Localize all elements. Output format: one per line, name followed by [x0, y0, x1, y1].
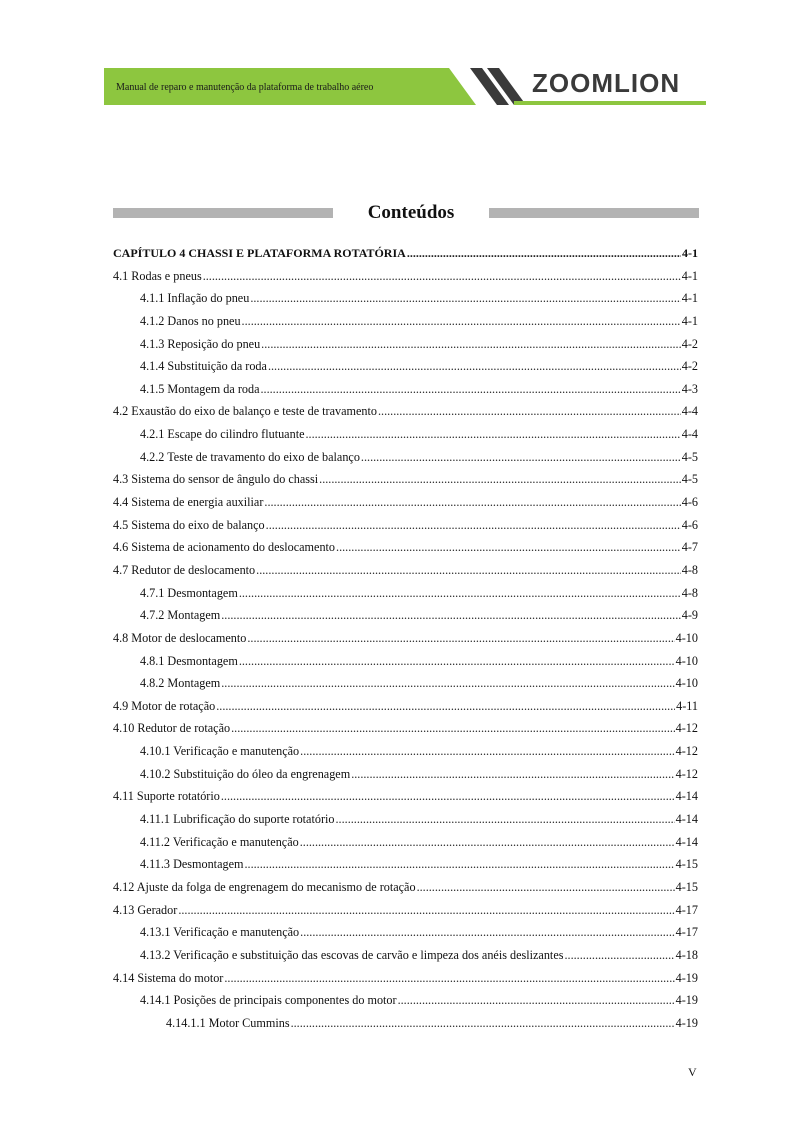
toc-entry[interactable] — [113, 378, 698, 401]
toc-leader-dots — [239, 582, 681, 604]
toc-entry[interactable] — [113, 468, 698, 491]
toc-entry-label: 4.6 Sistema de acionamento do deslocamento — [113, 540, 336, 555]
toc-entry-label: 4.14.1.1 Motor Cummins — [166, 1015, 290, 1030]
page-number: V — [688, 1065, 697, 1079]
toc-entry[interactable] — [113, 423, 698, 446]
toc-entry[interactable] — [113, 899, 698, 922]
toc-entry-page: 4-1 — [681, 268, 698, 283]
toc-entry-page: 4-12 — [675, 744, 698, 759]
toc-entry-label: 4.1.4 Substituição da roda — [140, 359, 267, 374]
toc-entry-page: 4-2 — [681, 359, 698, 374]
toc-entry-page: 4-1 — [682, 246, 698, 260]
toc-entry-label: 4.8 Motor de deslocamento — [113, 630, 247, 645]
toc-entry[interactable] — [113, 650, 698, 673]
toc-entry[interactable] — [113, 514, 698, 537]
toc-entry-page: 4-17 — [675, 925, 698, 940]
toc-entry-label: 4.7.2 Montagem — [140, 608, 221, 623]
toc-entry-label: 4.1.3 Reposição do pneu — [140, 336, 261, 351]
toc-entry-page: 4-10 — [675, 630, 698, 645]
toc-entry[interactable] — [113, 672, 698, 695]
toc-entry-page: 4-15 — [675, 857, 698, 872]
toc-entry-label: 4.4 Sistema de energia auxiliar — [113, 495, 264, 510]
toc-leader-dots — [336, 808, 675, 830]
toc-leader-dots — [268, 355, 681, 377]
toc-entry-page: 4-3 — [681, 381, 698, 396]
toc-leader-dots — [361, 446, 681, 468]
toc-entry-page: 4-6 — [681, 517, 698, 532]
toc-leader-dots — [221, 672, 674, 694]
toc-entry-page: 4-15 — [675, 879, 698, 894]
toc-leader-dots — [250, 287, 680, 309]
toc-leader-dots — [336, 536, 681, 558]
toc-leader-dots — [221, 785, 675, 807]
toc-leader-dots — [224, 967, 674, 989]
toc-entry[interactable] — [113, 808, 698, 831]
toc-leader-dots — [378, 400, 681, 422]
toc-leader-dots — [244, 853, 674, 875]
toc-entry-page: 4-2 — [681, 336, 698, 351]
toc-leader-dots — [216, 695, 675, 717]
toc-entry-label: 4.8.1 Desmontagem — [140, 653, 238, 668]
manual-title: Manual de reparo e manutenção da plataforma de trabalho aéreo — [116, 82, 374, 93]
toc-entry-page: 4-10 — [675, 653, 698, 668]
toc-entry[interactable] — [113, 627, 698, 650]
toc-entry-label: 4.11.3 Desmontagem — [140, 857, 244, 872]
toc-leader-dots — [319, 468, 681, 490]
toc-entry-label: 4.1 Rodas e pneus — [113, 268, 202, 283]
toc-entry-page: 4-19 — [675, 970, 698, 985]
title-divider-left — [113, 208, 333, 218]
toc-entry-page: 4-5 — [681, 449, 698, 464]
toc-entry[interactable] — [113, 763, 698, 786]
toc-leader-dots — [239, 650, 675, 672]
toc-entry-page: 4-4 — [681, 427, 698, 442]
toc-entry[interactable] — [113, 491, 698, 514]
toc-leader-dots — [264, 491, 680, 513]
toc-leader-dots — [564, 944, 674, 966]
toc-entry-label: 4.10 Redutor de rotação — [113, 721, 231, 736]
toc-entry[interactable] — [113, 310, 698, 333]
toc-entry[interactable] — [113, 695, 698, 718]
toc-leader-dots — [300, 921, 675, 943]
toc-entry-label: 4.2.2 Teste de travamento do eixo de balanço — [140, 449, 360, 464]
toc-entry-label: 4.13.1 Verificação e manutenção — [140, 925, 300, 940]
toc-entry[interactable] — [113, 355, 698, 378]
toc-entry-page: 4-9 — [681, 608, 698, 623]
toc-entry-page: 4-1 — [681, 313, 698, 328]
toc-entry-label: 4.2 Exaustão do eixo de balanço e teste de travamento — [113, 404, 377, 419]
toc-entry-label: 4.14 Sistema do motor — [113, 970, 224, 985]
title-divider-right — [489, 208, 699, 218]
toc-leader-dots — [247, 627, 674, 649]
toc-entry-page: 4-11 — [676, 698, 698, 713]
toc-entry[interactable] — [113, 785, 698, 808]
toc-leader-dots — [417, 876, 675, 898]
toc-leader-dots — [351, 763, 674, 785]
toc-entry-page: 4-5 — [681, 472, 698, 487]
table-of-contents — [113, 242, 698, 1034]
toc-entry-label: 4.13 Gerador — [113, 902, 178, 917]
toc-leader-dots — [407, 242, 681, 264]
toc-entry-page: 4-19 — [675, 993, 698, 1008]
toc-leader-dots — [256, 559, 681, 581]
toc-entry-label: 4.14.1 Posições de principais componentes do motor — [140, 993, 397, 1008]
toc-entry-page: 4-12 — [675, 766, 698, 781]
toc-entry[interactable] — [113, 265, 698, 288]
toc-entry-page: 4-12 — [675, 721, 698, 736]
toc-entry[interactable] — [113, 921, 698, 944]
toc-leader-dots — [300, 831, 675, 853]
toc-entry-label: 4.2.1 Escape do cilindro flutuante — [140, 427, 305, 442]
toc-chapter-entry[interactable] — [113, 242, 698, 265]
toc-entry[interactable] — [113, 1012, 698, 1035]
toc-leader-dots — [266, 514, 681, 536]
toc-leader-dots — [203, 265, 681, 287]
toc-entry[interactable] — [113, 287, 698, 310]
toc-entry-page: 4-7 — [681, 540, 698, 555]
toc-entry-label: 4.7 Redutor de deslocamento — [113, 562, 256, 577]
toc-entry[interactable] — [113, 446, 698, 469]
toc-entry-label: 4.13.2 Verificação e substituição das escovas de carvão e limpeza dos anéis deslizantes — [140, 947, 564, 962]
toc-entry[interactable] — [113, 853, 698, 876]
toc-entry[interactable] — [113, 967, 698, 990]
toc-entry-page: 4-18 — [675, 947, 698, 962]
toc-entry-page: 4-14 — [675, 834, 698, 849]
toc-entry[interactable] — [113, 400, 698, 423]
toc-leader-dots — [291, 1012, 675, 1034]
toc-entry[interactable] — [113, 582, 698, 605]
toc-entry-label: 4.12 Ajuste da folga de engrenagem do mecanismo de rotação — [113, 879, 416, 894]
toc-entry-page: 4-14 — [675, 812, 698, 827]
toc-leader-dots — [260, 378, 680, 400]
toc-leader-dots — [221, 604, 681, 626]
page-title: Conteúdos — [367, 202, 455, 223]
toc-entry[interactable] — [113, 944, 698, 967]
toc-entry[interactable] — [113, 831, 698, 854]
toc-entry[interactable] — [113, 333, 698, 356]
toc-entry-label: 4.10.2 Substituição do óleo da engrenagem — [140, 766, 351, 781]
toc-entry[interactable] — [113, 559, 698, 582]
toc-entry-page: 4-4 — [681, 404, 698, 419]
toc-entry[interactable] — [113, 604, 698, 627]
toc-entry[interactable] — [113, 717, 698, 740]
toc-entry-label: 4.9 Motor de rotação — [113, 698, 216, 713]
toc-entry-label: 4.3 Sistema do sensor de ângulo do chassi — [113, 472, 319, 487]
toc-entry-page: 4-1 — [681, 291, 698, 306]
toc-entry-label: 4.1.2 Danos no pneu — [140, 313, 241, 328]
toc-entry-label: 4.5 Sistema do eixo de balanço — [113, 517, 265, 532]
toc-entry-label: CAPÍTULO 4 CHASSI E PLATAFORMA ROTATÓRIA — [113, 246, 406, 260]
toc-entry-label: 4.11.1 Lubrificação do suporte rotatório — [140, 812, 335, 827]
toc-leader-dots — [231, 717, 675, 739]
toc-entry-label: 4.8.2 Montagem — [140, 676, 221, 691]
toc-entry[interactable] — [113, 989, 698, 1012]
toc-entry[interactable] — [113, 536, 698, 559]
toc-entry-page: 4-19 — [675, 1015, 698, 1030]
brand-logo: ZOOMLION — [532, 68, 681, 98]
toc-entry-label: 4.1.1 Inflação do pneu — [140, 291, 250, 306]
toc-entry[interactable] — [113, 876, 698, 899]
contents-title-row — [113, 200, 699, 228]
toc-leader-dots — [398, 989, 675, 1011]
toc-leader-dots — [300, 740, 675, 762]
toc-entry-label: 4.10.1 Verificação e manutenção — [140, 744, 300, 759]
toc-leader-dots — [261, 333, 681, 355]
page-header — [104, 68, 706, 105]
toc-leader-dots — [178, 899, 674, 921]
toc-entry-page: 4-10 — [675, 676, 698, 691]
toc-entry-page: 4-6 — [681, 495, 698, 510]
toc-entry-label: 4.11 Suporte rotatório — [113, 789, 220, 804]
toc-entry-page: 4-8 — [681, 585, 698, 600]
toc-leader-dots — [242, 310, 681, 332]
toc-entry-page: 4-8 — [681, 562, 698, 577]
toc-entry-label: 4.1.5 Montagem da roda — [140, 381, 260, 396]
toc-entry-label: 4.11.2 Verificação e manutenção — [140, 834, 299, 849]
toc-entry-page: 4-17 — [675, 902, 698, 917]
toc-leader-dots — [305, 423, 680, 445]
toc-entry-label: 4.7.1 Desmontagem — [140, 585, 238, 600]
toc-entry[interactable] — [113, 740, 698, 763]
toc-entry-page: 4-14 — [675, 789, 698, 804]
